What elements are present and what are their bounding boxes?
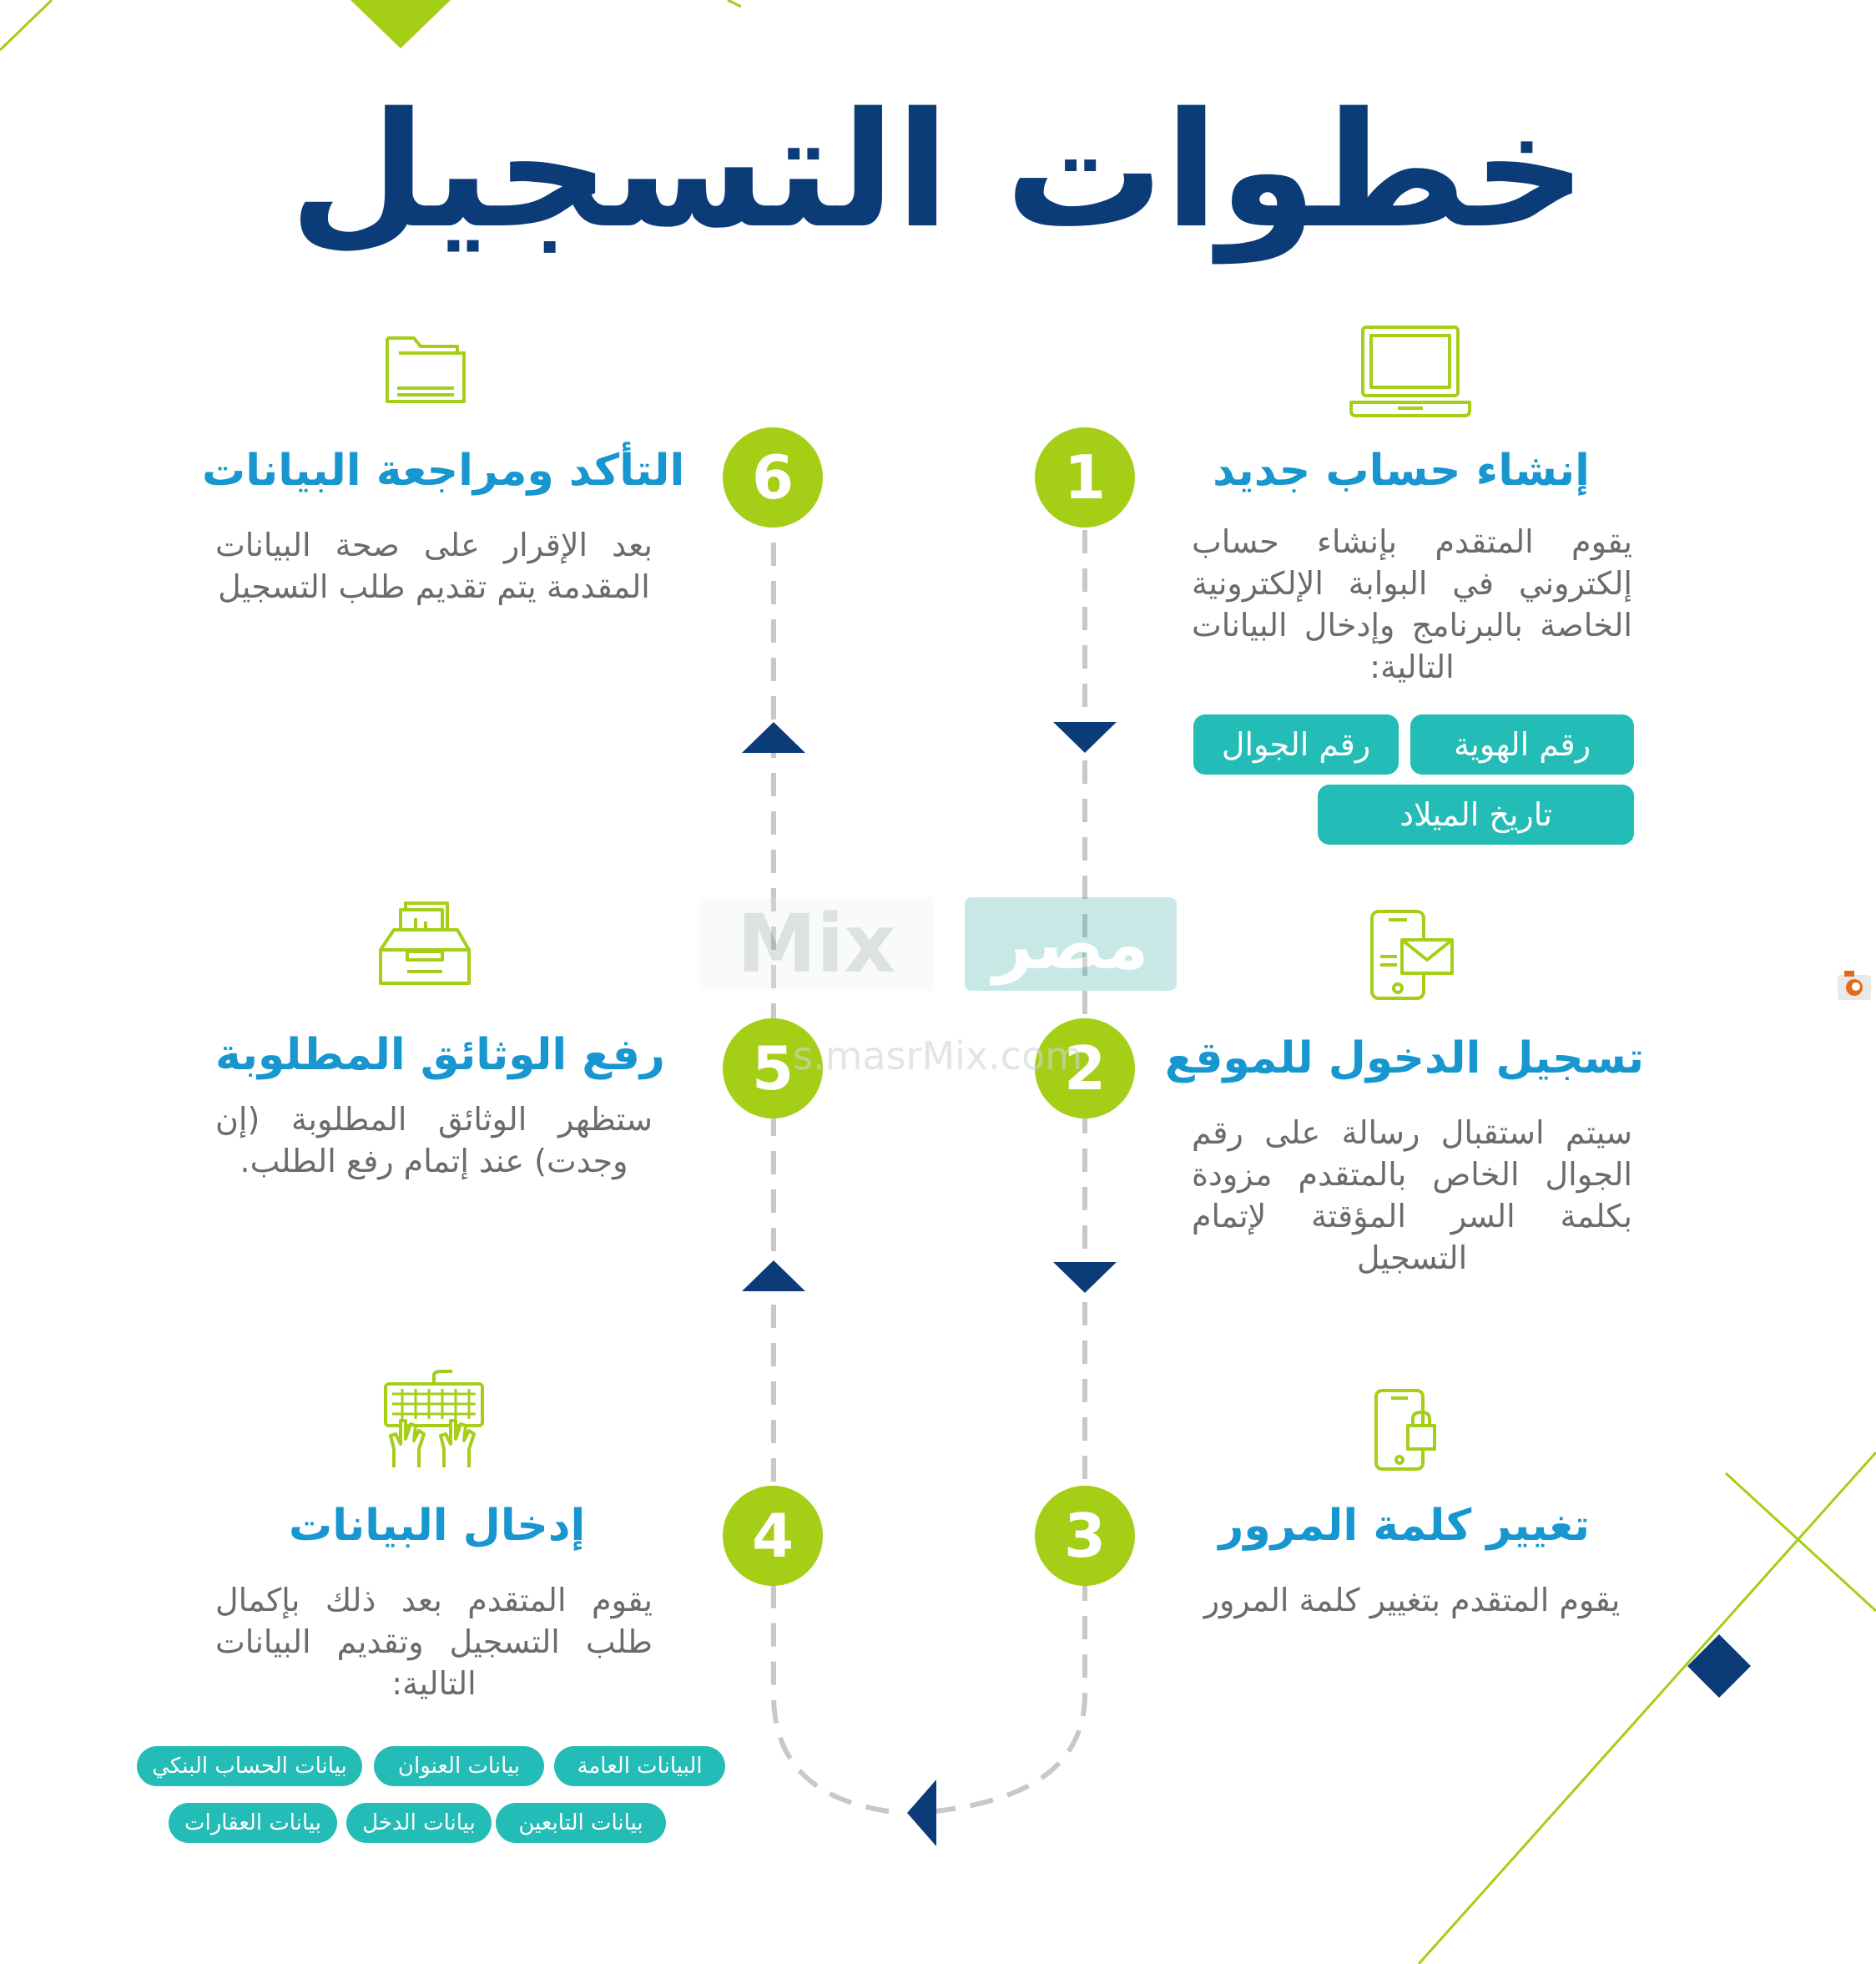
folder-icon bbox=[384, 330, 467, 406]
laptop-icon bbox=[1348, 324, 1473, 420]
watermark-latin: Mix bbox=[699, 897, 933, 991]
arrow-up-1 bbox=[742, 722, 805, 753]
step-3-desc: يقوم المتقدم بتغيير كلمة المرور bbox=[1203, 1582, 1621, 1618]
phone-message-icon bbox=[1369, 908, 1456, 1002]
step-4-tag-dependents: بيانات التابعين bbox=[496, 1803, 666, 1843]
step-5-number: 5 bbox=[723, 1018, 823, 1118]
document-tray-icon bbox=[377, 900, 473, 987]
corner-logo-icon bbox=[1836, 968, 1873, 1002]
step-1-tag-id: رقم الهوية bbox=[1410, 714, 1634, 775]
step-1-title: إنشاء حساب جديد bbox=[1213, 446, 1590, 496]
phone-lock-icon bbox=[1373, 1387, 1440, 1472]
step-2-title: تسجيل الدخول للموقع bbox=[1164, 1033, 1644, 1083]
step-1-tag-mobile: رقم الجوال bbox=[1193, 714, 1399, 775]
arrow-down-2 bbox=[1053, 1262, 1117, 1293]
flow-curve-left bbox=[774, 1578, 889, 1811]
step-5-title: رفع الوثائق المطلوبة bbox=[215, 1030, 665, 1080]
arrow-down-1 bbox=[1053, 722, 1117, 753]
step-2-number: 2 bbox=[1035, 1018, 1135, 1118]
watermark-arabic: مصر bbox=[965, 897, 1177, 991]
step-4-tag-address: بيانات العنوان bbox=[374, 1746, 544, 1786]
arrow-up-2 bbox=[742, 1260, 805, 1291]
step-6-number: 6 bbox=[723, 427, 823, 528]
step-4-title: إدخال البيانات bbox=[289, 1501, 586, 1551]
step-3-number: 3 bbox=[1035, 1486, 1135, 1586]
step-2-desc: سيتم استقبال رسالة على رقم الجوال الخاص بالمتقدم مزودة بكلمة السر المؤقتة لإتمام التسجيل bbox=[1192, 1114, 1632, 1276]
flow-curve-right bbox=[935, 1578, 1085, 1811]
step-6-title: التأكد ومراجعة البيانات bbox=[202, 446, 685, 496]
page-title: خطوات التسجيل bbox=[289, 78, 1587, 263]
step-4-tag-income: بيانات الدخل bbox=[346, 1803, 492, 1843]
deco-line-top-small bbox=[728, 0, 741, 7]
step-6-desc: بعد الإقرار على صحة البيانات المقدمة يتم تقديم طلب التسجيل bbox=[215, 527, 653, 605]
step-4-desc: يقوم المتقدم بعد ذلك بإكمال طلب التسجيل وتقديم البيانات التالية: bbox=[215, 1582, 653, 1702]
deco-triangle-top bbox=[350, 0, 451, 48]
step-4-tag-properties: بيانات العقارات bbox=[169, 1803, 337, 1843]
arrow-left-bottom bbox=[907, 1780, 936, 1846]
step-5-desc: ستظهر الوثائق المطلوبة (إن وجدت) عند إتمام رفع الطلب. bbox=[215, 1101, 653, 1179]
step-3-title: تغيير كلمة المرور bbox=[1218, 1501, 1590, 1551]
step-1-number: 1 bbox=[1035, 427, 1135, 528]
step-1-tag-birthdate: تاريخ الميلاد bbox=[1318, 785, 1634, 845]
deco-diamond bbox=[1687, 1634, 1751, 1698]
watermark-url: s.masrMix.com bbox=[793, 1033, 1083, 1078]
step-1-desc: يقوم المتقدم بإنشاء حساب إلكتروني في البوابة الإلكترونية الخاصة بالبرنامج وإدخال البيانات التالية: bbox=[1192, 523, 1632, 685]
deco-line-top-left bbox=[0, 0, 52, 50]
keyboard-icon bbox=[382, 1369, 487, 1471]
watermark-logo bbox=[699, 897, 1177, 991]
deco-line-right-a bbox=[1726, 1473, 1876, 1611]
step-4-tag-bank: بيانات الحساب البنكي bbox=[137, 1746, 362, 1786]
step-4-tag-general: البيانات العامة bbox=[554, 1746, 725, 1786]
step-4-number: 4 bbox=[723, 1486, 823, 1586]
